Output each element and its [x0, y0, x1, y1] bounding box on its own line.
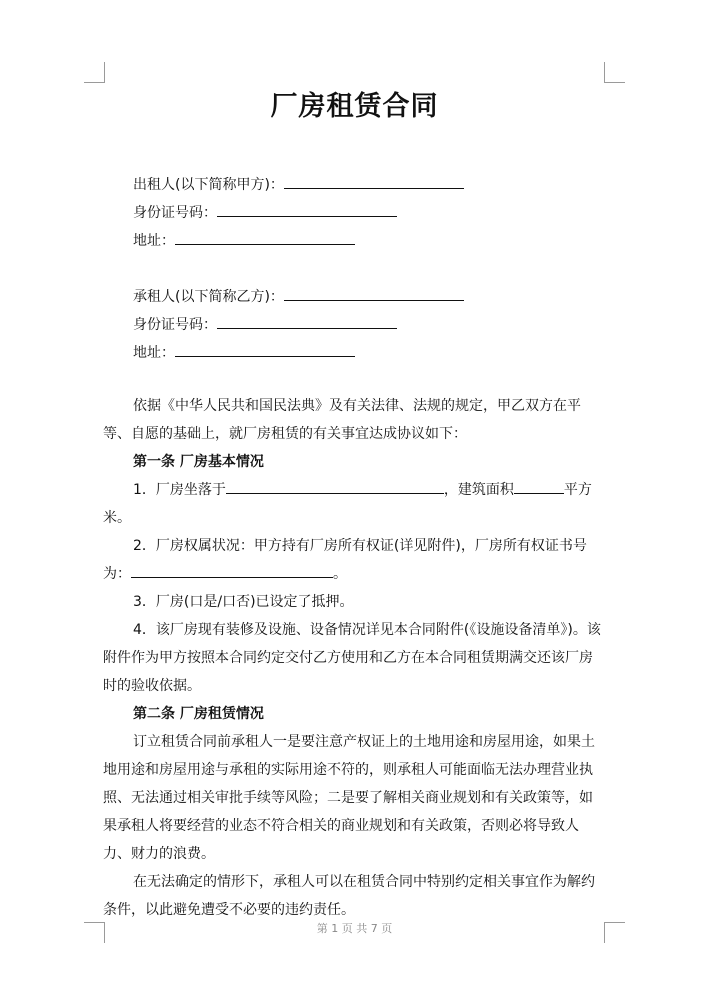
lessee-id-label: 身份证号码： [133, 317, 217, 333]
crop-mark-top-right [604, 62, 625, 83]
article-2-paragraph-2: 在无法确定的情形下，承租人可以在租赁合同中特别约定相关事宜作为解约条件，以此避免遭受不必要的违约责任。 [103, 874, 595, 918]
article-1-heading: 第一条 厂房基本情况 [133, 454, 264, 470]
location-blank[interactable] [226, 478, 444, 494]
lessee-id-line [133, 313, 397, 334]
lessor-name-line [133, 173, 464, 194]
lessor-id-label: 身份证号码： [133, 205, 217, 221]
lessee-address-line [133, 341, 355, 362]
contract-body [103, 392, 603, 924]
document-title: 厂房租赁合同 [270, 91, 439, 122]
lessor-id-line [133, 201, 397, 222]
lessor-id-blank[interactable] [217, 201, 397, 217]
article-1-item-3: 3．厂房(口是/口否)已设定了抵押。 [133, 594, 354, 610]
article-1-item-1: 1．厂房坐落于 ，建筑面积 平方米。 [103, 476, 603, 532]
article-2-heading: 第二条 厂房租赁情况 [133, 706, 264, 722]
area-blank[interactable] [514, 478, 564, 494]
crop-mark-top-left [84, 62, 105, 83]
page-number-footer: 第 1 页 共 7 页 [316, 922, 393, 935]
lessor-address-blank[interactable] [175, 229, 355, 245]
article-1-item-2: 2．厂房权属状况：甲方持有厂房所有权证(详见附件)，厂房所有权证书号为： 。 [103, 538, 587, 582]
intro-paragraph: 依据《中华人民共和国民法典》及有关法律、法规的规定，甲乙双方在平等、自愿的基础上，就厂房租赁的有关事宜达成协议如下： [103, 398, 581, 442]
lessor-name-label: 出租人(以下简称甲方)： [133, 177, 284, 193]
lessee-address-blank[interactable] [175, 341, 355, 357]
article-2-paragraph-1: 订立租赁合同前承租人一是要注意产权证上的土地用途和房屋用途，如果土地用途和房屋用途与承租的实际用途不符的，则承租人可能面临无法办理营业执照、无法通过相关审批手续等风险；二是要了解相关商业规划和有关政策等，如果承租人将要经营的业态不符合相关的商业规划和有关政策，否则必将导致人力、财力的浪费。 [103, 734, 595, 862]
article-1-item-4: 4．该厂房现有装修及设施、设备情况详见本合同附件(《设施设备清单》)。该附件作为甲方按照本合同约定交付乙方使用和乙方在本合同租赁期满交还该厂房时的验收依据。 [103, 622, 601, 694]
lessee-name-blank[interactable] [284, 285, 464, 301]
lessee-address-label: 地址： [133, 345, 175, 361]
lessor-name-blank[interactable] [284, 173, 464, 189]
lessee-name-label: 承租人(以下简称乙方)： [133, 289, 284, 305]
lessee-id-blank[interactable] [217, 313, 397, 329]
certificate-number-blank[interactable] [131, 562, 333, 578]
lessor-address-line [133, 229, 355, 250]
lessee-name-line [133, 285, 464, 306]
lessor-address-label: 地址： [133, 233, 175, 249]
